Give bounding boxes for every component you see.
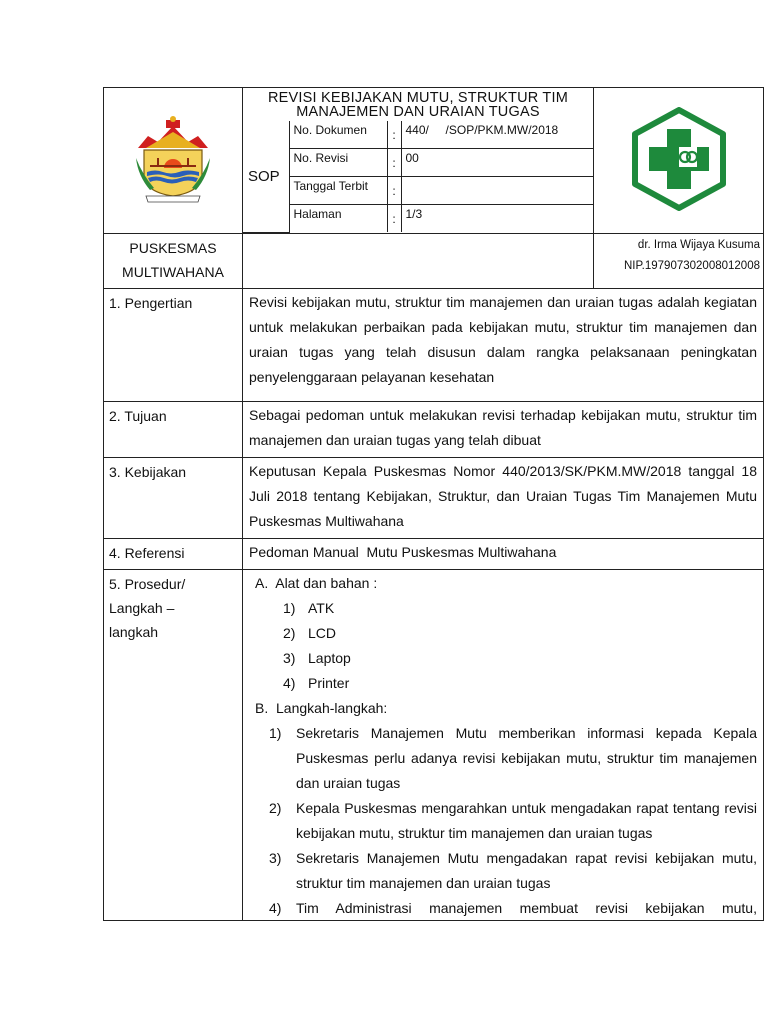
section-text: Keputusan Kepala Puskesmas Nomor 440/2013/SK/PKM.MW/2018 tanggal 18 Juli 2018 tentang Kebijakan, Struktur, dan Uraian Tugas Tim Manajemen Mutu Puskesmas Multiwahana	[243, 457, 764, 538]
section-text: Sebagai pedoman untuk melakukan revisi terhadap kebijakan mutu, struktur tim manajemen dan uraian tugas yang telah dibuat	[243, 401, 764, 457]
section-label: 5. Prosedur/ Langkah – langkah	[104, 569, 243, 920]
page-label: Halaman	[289, 205, 387, 233]
document-title: REVISI KEBIJAKAN MUTU, STRUKTUR TIM MANAJEMEN DAN URAIAN TUGAS	[268, 90, 568, 120]
section-label: 2. Tujuan	[104, 401, 243, 457]
green-cross-logo-icon	[629, 107, 729, 211]
section-prosedur	[104, 569, 764, 920]
colon: :	[387, 205, 401, 233]
sop-label: SOP	[243, 121, 289, 232]
tools-heading: A. Alat dan bahan :	[255, 574, 378, 591]
doc-number-label: No. Dokumen	[289, 121, 387, 149]
issue-date-value	[401, 177, 593, 205]
puskesmas-logo-cell	[594, 88, 764, 234]
section-label: 3. Kebijakan	[104, 457, 243, 538]
steps-heading: B. Langkah-langkah:	[255, 699, 388, 716]
steps-list	[249, 721, 757, 916]
document-info-table	[243, 121, 593, 233]
city-logo-cell	[104, 88, 243, 234]
header-row	[104, 88, 764, 234]
signatory	[594, 233, 764, 288]
header-center-cell	[243, 88, 594, 234]
institution-name: PUSKESMAS MULTIWAHANA	[104, 233, 243, 288]
colon: :	[387, 121, 401, 149]
section-kebijakan	[104, 457, 764, 538]
list-item: 2) Kepala Puskesmas mengarahkan untuk mengadakan rapat tentang revisi kebijakan mutu, struktur tim manajemen dan uraian tugas	[269, 799, 757, 841]
colon: :	[387, 177, 401, 205]
list-item: 2) LCD	[283, 624, 337, 641]
city-emblem-icon	[132, 114, 214, 204]
list-item: 4) Tim Administrasi manajemen membuat revisi kebijakan mutu,	[269, 899, 757, 916]
institution-blank	[243, 233, 594, 288]
section-referensi	[104, 538, 764, 569]
procedure-content	[243, 569, 764, 920]
revision-value: 00	[401, 149, 593, 177]
section-pengertian	[104, 288, 764, 401]
signatory-name: dr. Irma Wijaya Kusuma	[637, 238, 760, 251]
page-value: 1/3	[401, 205, 593, 233]
list-item: 1) ATK	[283, 599, 335, 616]
list-item: 4) Printer	[283, 674, 350, 691]
doc-number-value: 440/ /SOP/PKM.MW/2018	[401, 121, 593, 149]
section-text: Pedoman Manual Mutu Puskesmas Multiwahana	[243, 538, 764, 569]
section-label: 4. Referensi	[104, 538, 243, 569]
section-text: Revisi kebijakan mutu, struktur tim manajemen dan uraian tugas adalah kegiatan untuk melakukan perbaikan pada kebijakan mutu, struktur tim manajemen dan uraian tugas yang telah disusun dalam rangka pelaksanaan peningkatan penyelenggaraan pelayanan kesehatan	[243, 288, 764, 401]
sop-table	[103, 87, 764, 921]
list-item: 1) Sekretaris Manajemen Mutu memberikan informasi kepada Kepala Puskesmas perlu adanya revisi kebijakan mutu, struktur tim manajemen dan uraian tugas	[269, 724, 757, 791]
section-label: 1. Pengertian	[104, 288, 243, 401]
list-item: 3) Laptop	[283, 649, 351, 666]
section-tujuan	[104, 401, 764, 457]
colon: :	[387, 149, 401, 177]
institution-row	[104, 233, 764, 288]
list-item: 3) Sekretaris Manajemen Mutu mengadakan rapat revisi kebijakan mutu, struktur tim manajemen dan uraian tugas	[269, 849, 757, 891]
sop-document	[103, 87, 763, 921]
issue-date-label: Tanggal Terbit	[289, 177, 387, 205]
revision-label: No. Revisi	[289, 149, 387, 177]
tools-list	[249, 596, 757, 696]
signatory-nip: NIP.197907302008012008	[623, 259, 760, 272]
